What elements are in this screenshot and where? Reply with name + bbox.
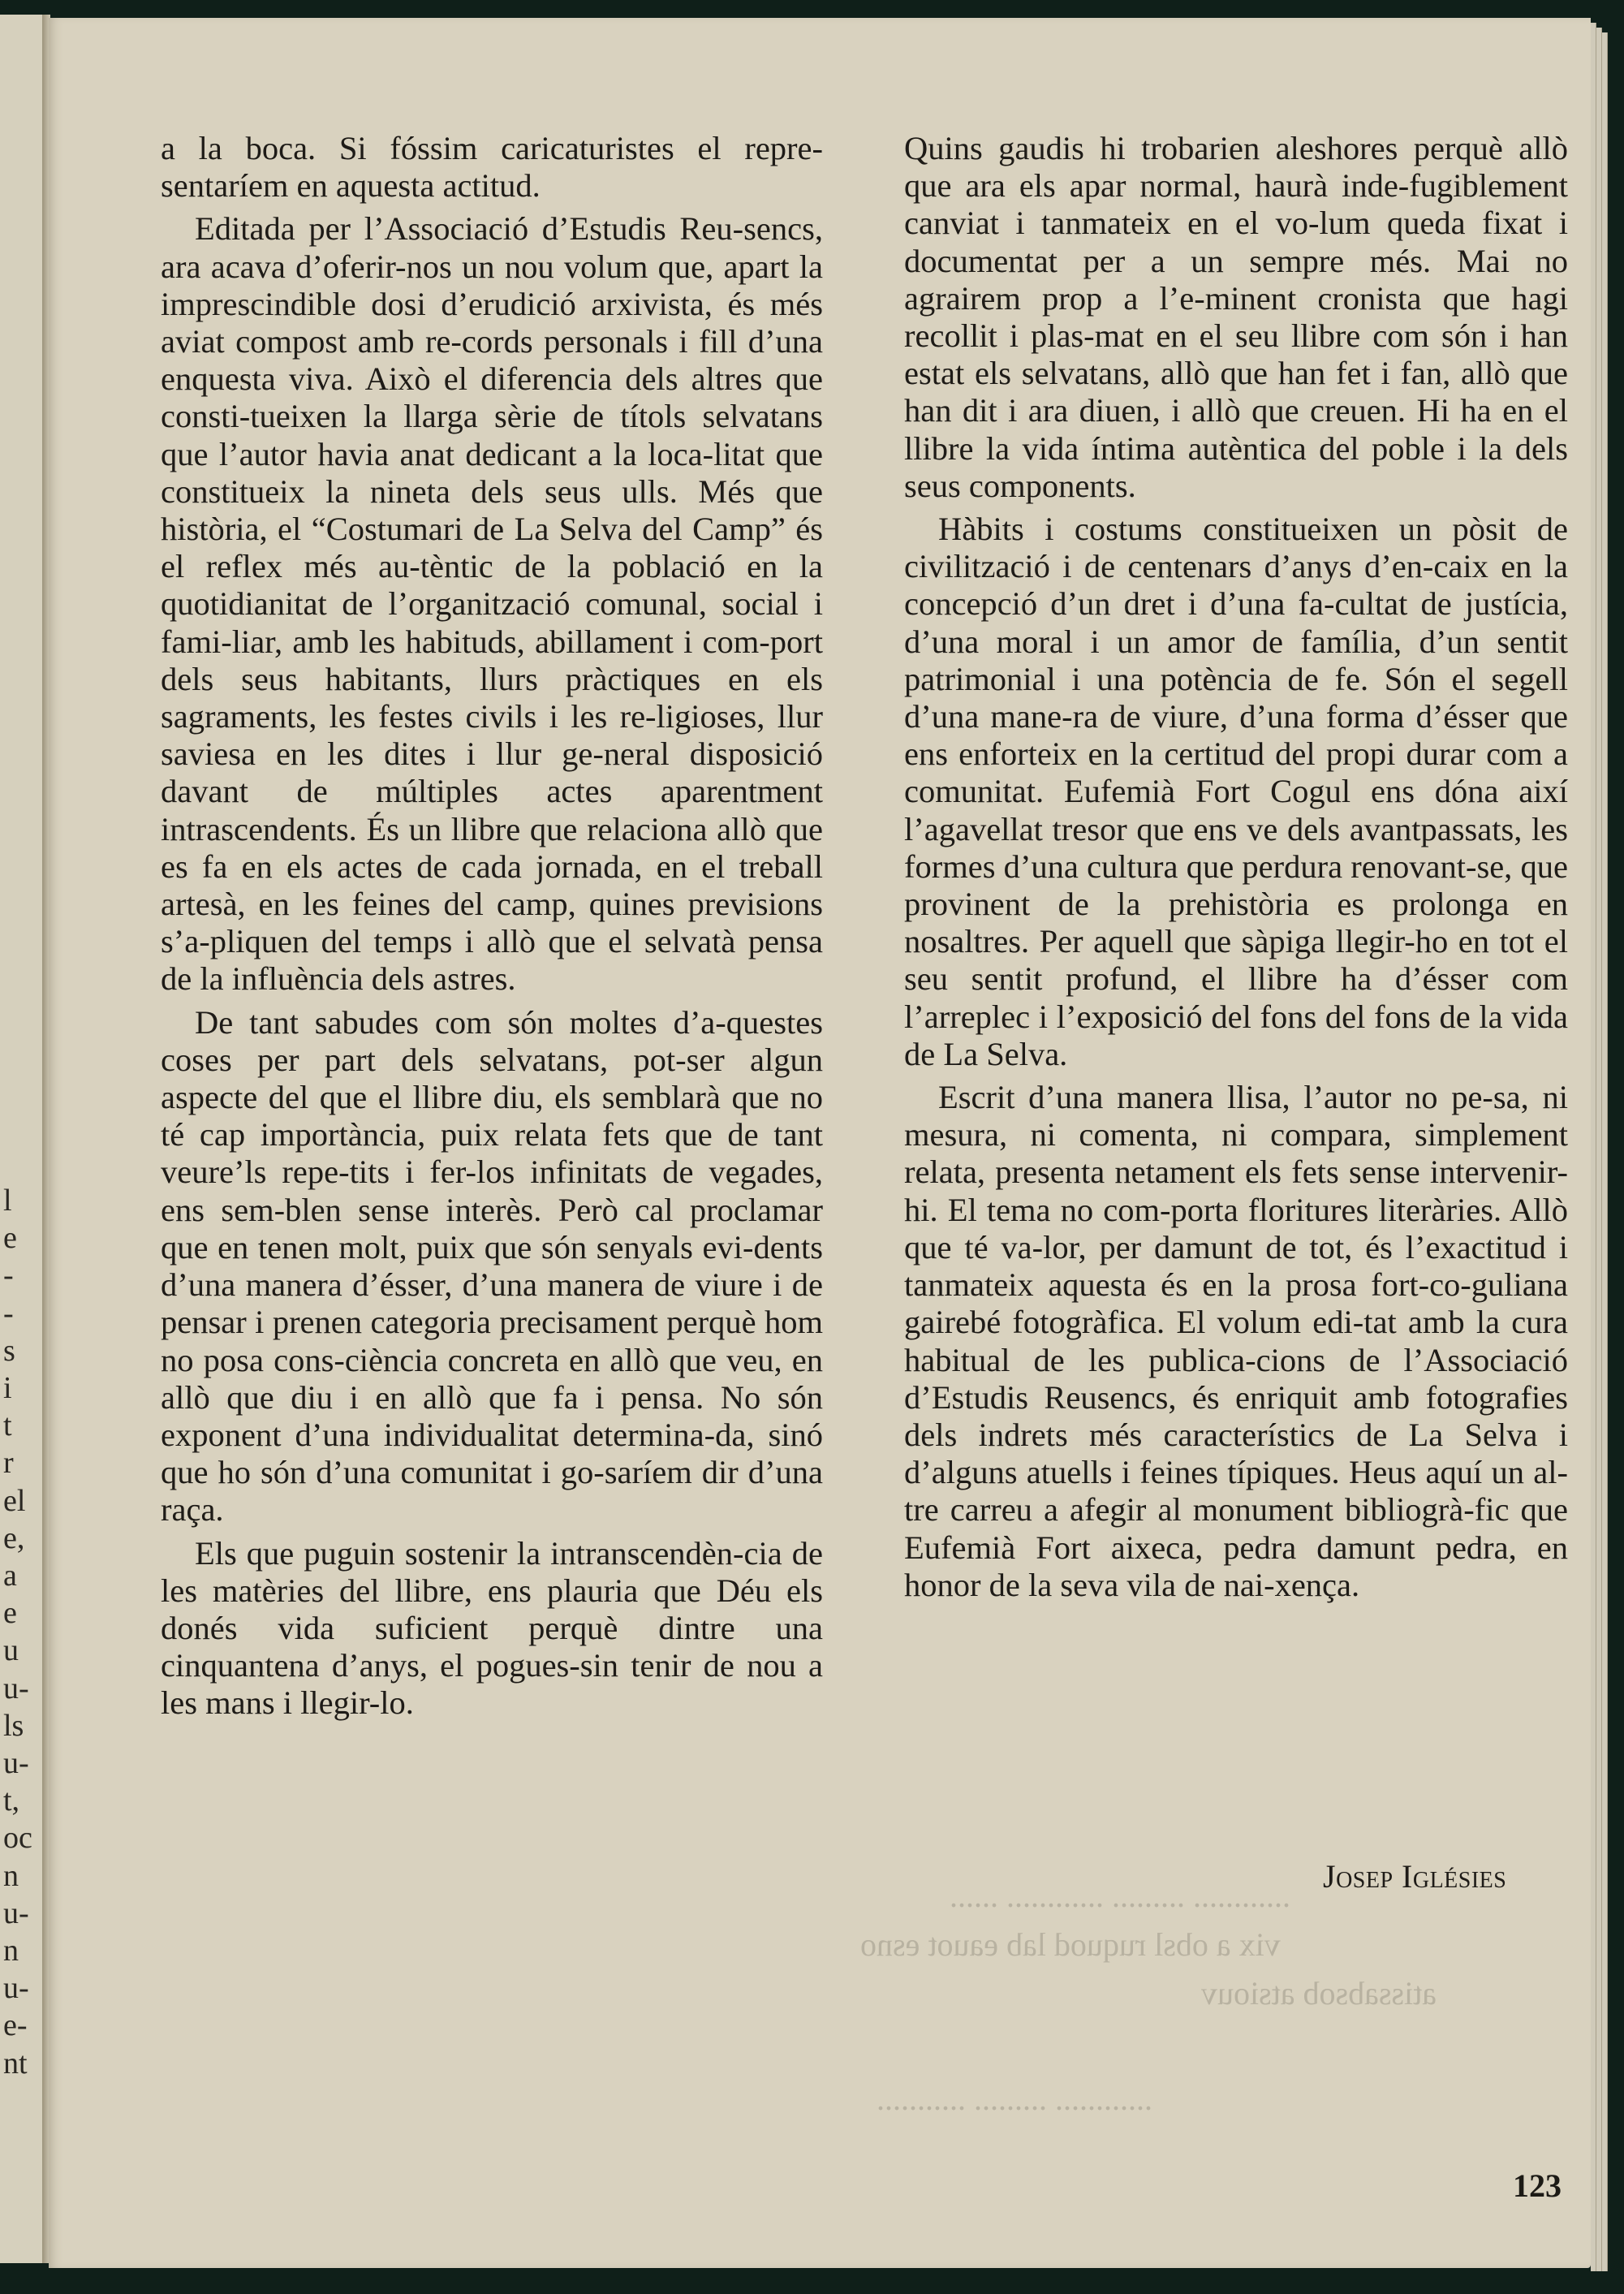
previous-page-fragment: oc [3,1821,32,1856]
previous-page-fragment: i [3,1371,12,1405]
previous-page-fragment: s [3,1333,15,1368]
right-column [904,130,1568,1610]
book-page [49,18,1591,2268]
paragraph: Hàbits i costums constitueixen un pòsit de civilització i de centenars d’anys d’en-caix en la concepció d’un dret i d’una fa-cultat de justícia, d’una moral i un amor de família, d’un sentit patrimonial i una potència de fe. Són el segell d’una mane-ra de viure, d’una forma d’ésser que ens enforteix en la certitud del propi durar com a comunitat. Eufemià Fort Cogul ens dóna així l’agavellat tresor que ens ve dels avantpassats, les formes d’una cultura que perdura renovant-se, que provinent de la prehistòria es prolonga en nosaltres. Per aquell que sàpiga llegir-ho en tot el seu sentit profund, el llibre ha d’ésser com l’arreplec i l’exposició del fons del fons de la vida de La Selva. [904,511,1568,1072]
left-column [161,130,823,1728]
previous-page-fragment: e, [3,1520,25,1555]
previous-page-fragment: u [3,1633,19,1668]
previous-page-fragment: nt [3,2046,28,2081]
previous-page-fragment: e- [3,2008,28,2043]
previous-page-fragment: el [3,1483,26,1518]
bleed-through-line: vix a obsl ruquod lab eauot esno [860,1926,1281,1963]
page-stack-edge [1596,28,1602,2271]
previous-page-fragment: u- [3,1671,29,1705]
paragraph: Els que puguin sostenir la intranscendèn-cia de les matèries del llibre, ens plauria que Déu els donés vida suficient perquè dintre una cinquantena d’anys, el pogues-sin tenir de nou a les mans i llegir-lo. [161,1534,823,1722]
previous-page-fragment: n [3,1934,19,1968]
previous-page-fragment: - [3,1296,14,1330]
previous-page-fragment: u- [3,1971,29,2006]
author-signature: Josep Iglésies [1323,1858,1507,1895]
page-stack-edge [1591,23,1596,2271]
paragraph: a la boca. Si fóssim caricaturistes el repre-sentaríem en aquesta actitud. [161,130,823,205]
paragraph: Editada per l’Associació d’Estudis Reu-sencs, ara acava d’oferir-nos un nou volum que, apart la imprescindible dosi d’erudició arxivista, és més aviat compost amb re-cords personals i fill d’una enquesta viva. Això el diferencia dels altres que consti-tueixen la llarga sèrie de títols selvatans que l’autor havia anat dedicant a la loca-litat que constitueix la nineta dels seus ulls. Més que història, el “Costumari de La Selva del Camp” és el reflex més au-tèntic de la població en la quotidianitat de l’organització comunal, social i fami-liar, amb les habituds, abillament i com-port dels seus habitants, llurs pràctiques en els sagraments, les festes civils i les re-ligioses, llur saviesa en les dites i llur ge-neral disposició davant de múltiples actes aparentment intrascendents. És un llibre que relaciona allò que es fa en els actes de cada jornada, en el treball artesà, en les feines del camp, quines previsions s’a-pliquen del temps i allò que el selvatà pensa de la influència dels astres. [161,210,823,998]
paragraph: Escrit d’una manera llisa, l’autor no pe-sa, ni mesura, ni comenta, ni compara, simplement relata, presenta netament els fets sense intervenir-hi. El tema no com-porta floritures literàries. Allò que té va-lor, per damunt de tot, és l’exactitud i tanmateix aquesta és en la prosa fort-co-guliana gairebé fotogràfica. El volum edi-tat amb la cura habitual de les publica-cions de l’Associació d’Estudis Reusencs, és enriquit amb fotografies dels indrets més característics de La Selva i d’alguns atuells i feines típiques. Heus aquí un al-tre carreu a afegir al monument bibliogrà-fic que Eufemià Fort aixeca, pedra damunt pedra, en honor de la seva vila de nai-xença. [904,1079,1568,1603]
previous-page-fragment: r [3,1446,14,1481]
page-number: 123 [1513,2167,1562,2204]
bleed-through-line: ............ ......... ............ ...... [950,1878,1290,1914]
previous-page-fragment: u- [3,1895,29,1930]
previous-page-fragment: u- [3,1746,29,1780]
previous-page-fragment: a [3,1559,17,1593]
previous-page-fragment: t [3,1408,12,1443]
previous-page-fragment: ls [3,1708,24,1743]
previous-page-fragment: t, [3,1783,20,1818]
previous-page-fragment: - [3,1258,14,1293]
previous-page-fragment: l [3,1184,12,1218]
paragraph: Quins gaudis hi trobarien aleshores perquè allò que ara els apar normal, haurà inde-fugiblement canviat i tanmateix en el vo-lum queda fixat i documentat per a un sempre més. Mai no agrairem prop a l’e-minent cronista que hagi recollit i plas-mat en el seu llibre com són i han estat els selvatans, allò que han fet i fan, allò que han dit i ara diuen, i allò que creuen. Hi ha en el llibre la vida íntima autèntica del poble i la dels seus components. [904,130,1568,504]
previous-page-fragment: e [3,1596,17,1631]
previous-page-fragment: n [3,1858,19,1893]
paragraph: De tant sabudes com són moltes d’a-questes coses per part dels selvatans, pot-ser algun aspecte del que el llibre diu, els semblarà que no té cap importància, puix relata fets que de tant veure’ls repe-tits i fer-los infinitats de vegades, ens sem-blen sense interès. Però cal proclamar que en tenen molt, puix que són senyals evi-dents d’una manera d’ésser, d’una manera de viure i de pensar i prenen categoria precisament perquè hom no posa cons-ciència concreta en allò que veu, en allò que diu i en allò que fa i pensa. No són exponent d’una individualitat determina-da, sinó que ho són d’una comunitat i go-saríem dir d’una raça. [161,1003,823,1529]
page-stack-edge [1602,32,1608,2271]
bleed-through-line: atissabsob atsiouv [1201,1975,1437,2012]
previous-page-fragment: e [3,1221,17,1256]
bleed-through-line: ............ ......... ........... [877,2081,1152,2117]
previous-page-edge [0,15,45,2263]
